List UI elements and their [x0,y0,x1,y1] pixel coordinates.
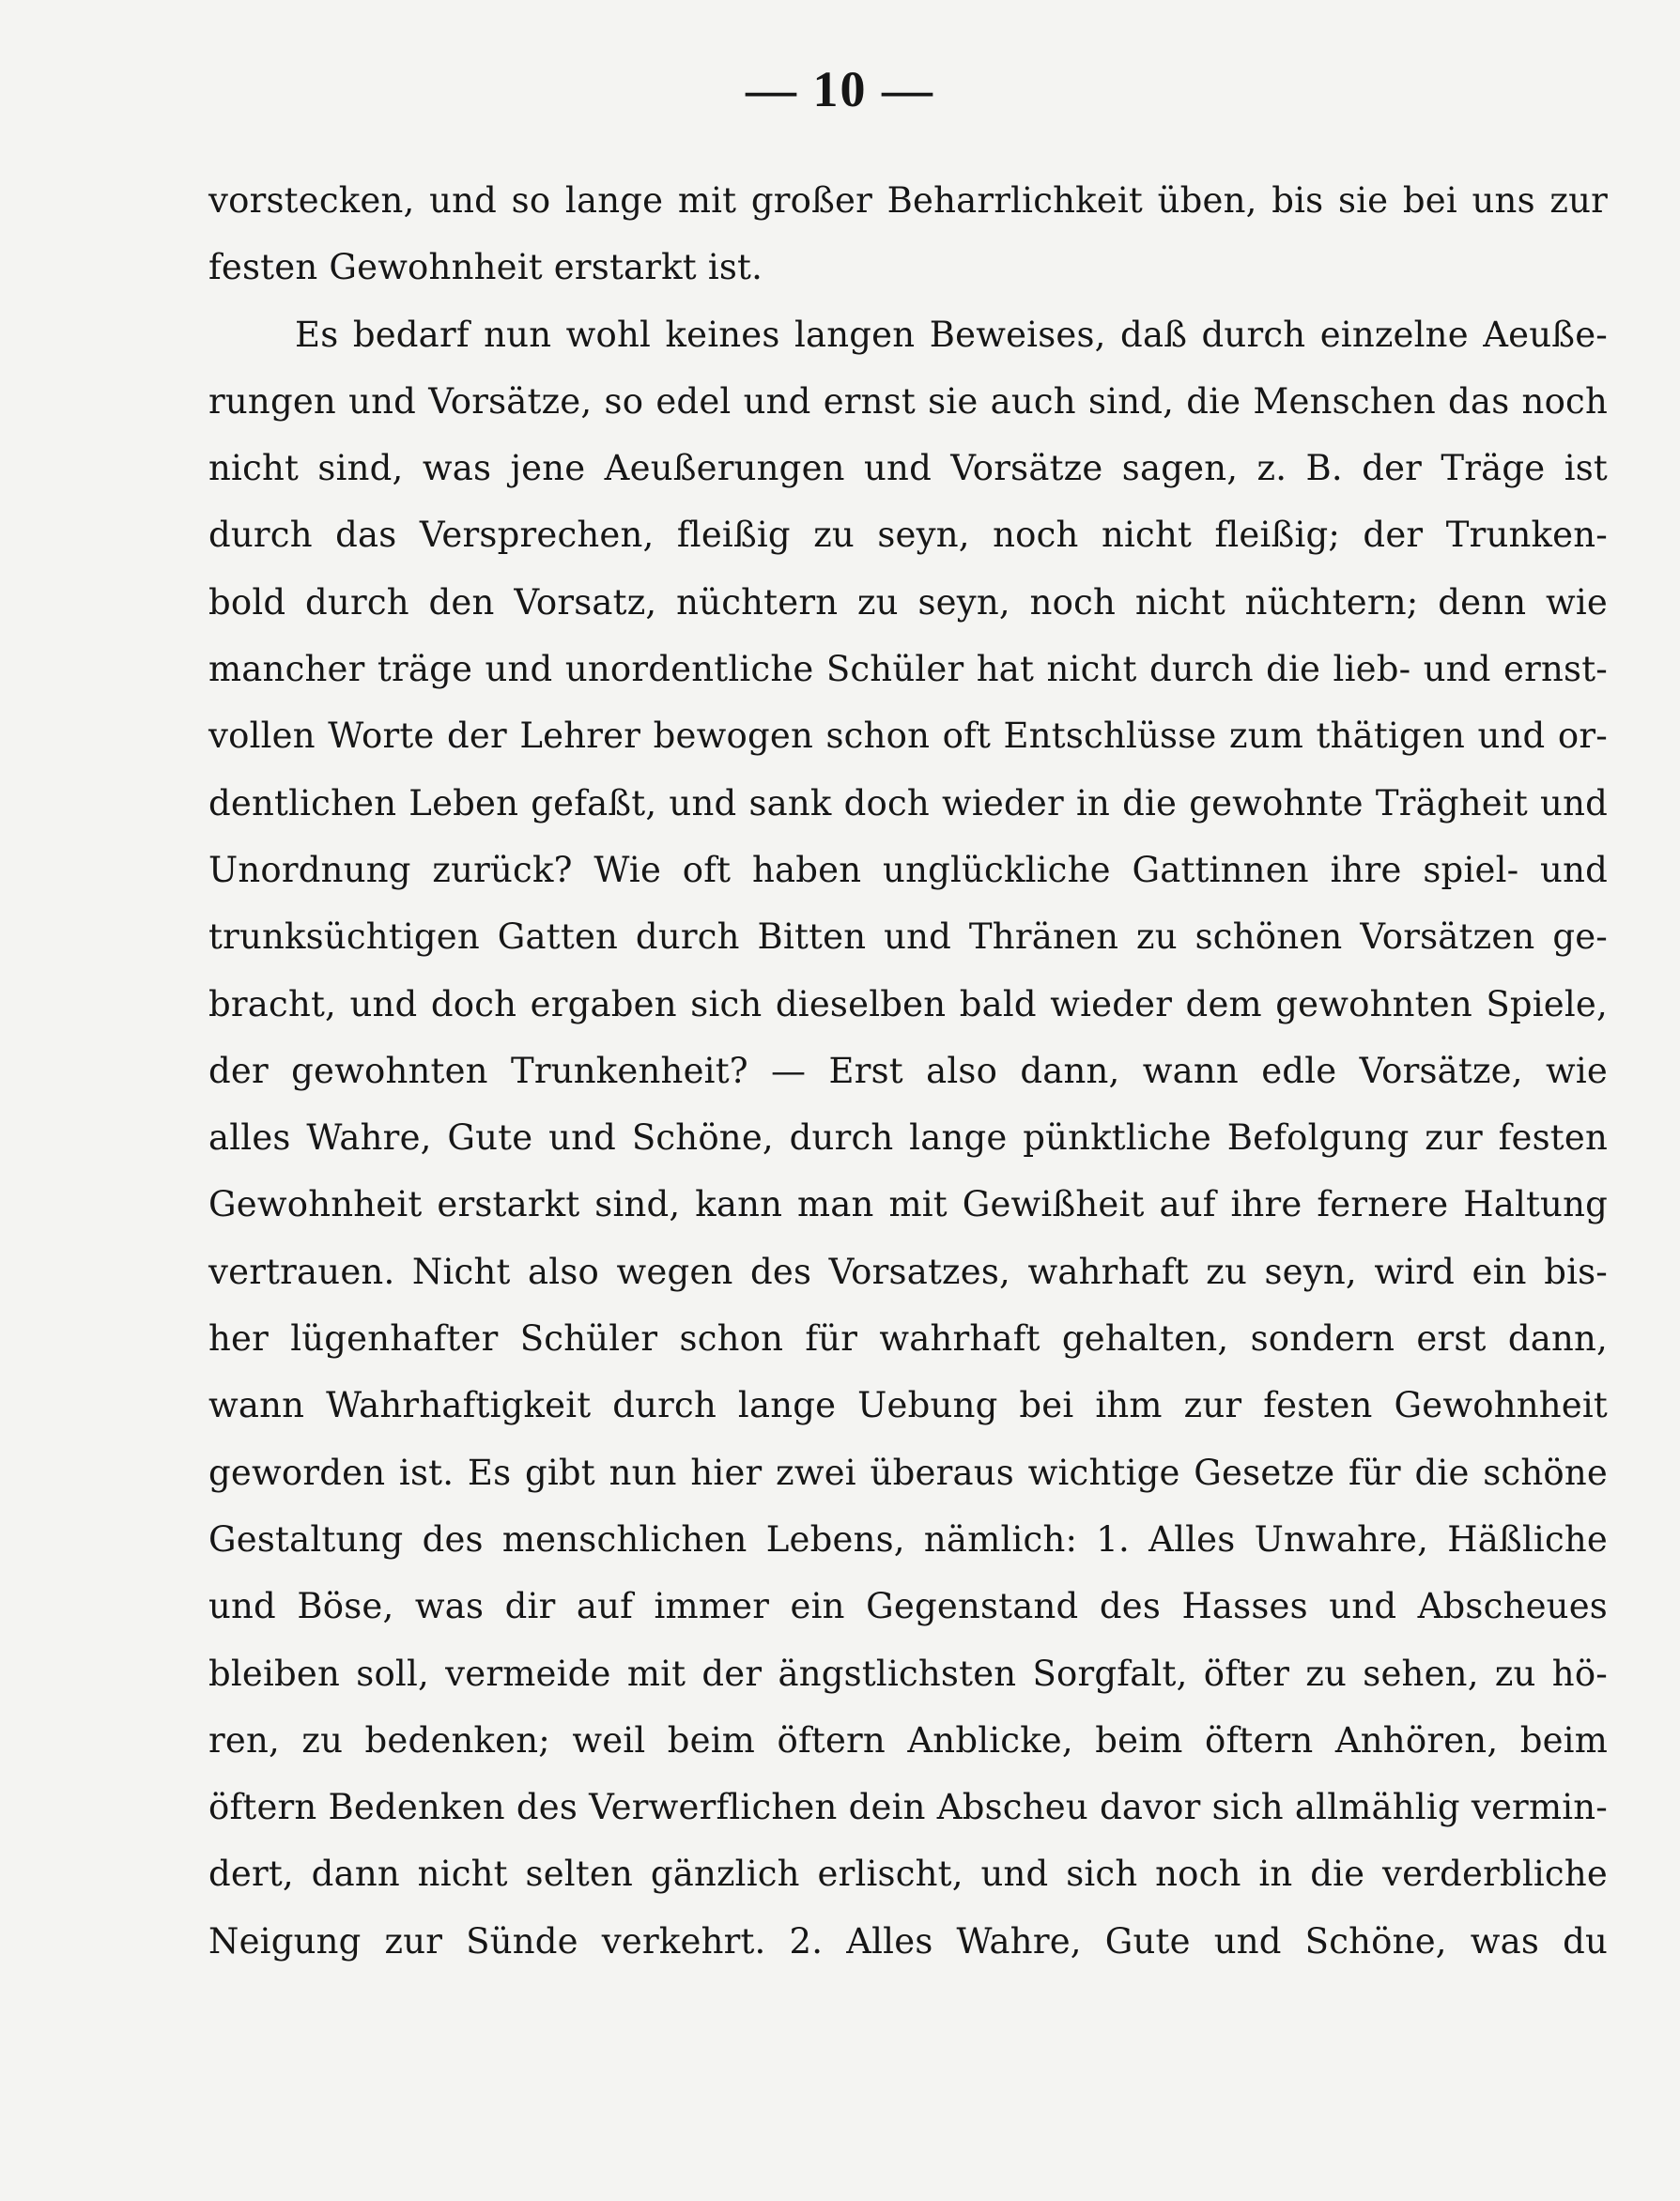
text-line: und Böse, was dir auf immer ein Gegenstand des Hasses und Abscheues [208,1586,1608,1627]
text-line: her lügenhafter Schüler schon für wahrhaft gehalten, sondern erst dann, [208,1318,1608,1360]
text-line: mancher träge und unordentliche Schüler hat nicht durch die lieb- und ernst- [208,649,1608,690]
text-line: rungen und Vorsätze, so edel und ernst sie auch sind, die Menschen das noch [208,380,1608,422]
text-line: Unordnung zurück? Wie oft haben unglückliche Gattinnen ihre spiel- und [208,849,1608,890]
text-line: geworden ist. Es gibt nun hier zwei überaus wichtige Gesetze für die schöne [208,1452,1608,1493]
text-line: festen Gewohnheit erstarkt ist. [208,247,763,288]
text-line: Neigung zur Sünde verkehrt. 2. Alles Wahre, Gute und Schöne, was du [208,1920,1608,1962]
text-line: öftern Bedenken des Verwerflichen dein Abscheu davor sich allmählig vermin- [208,1787,1608,1828]
text-line: dert, dann nicht selten gänzlich erlischt, und sich noch in die verderbliche [208,1854,1608,1895]
text-line: vertrauen. Nicht also wegen des Vorsatzes, wahrhaft zu seyn, wird ein bis- [208,1251,1608,1292]
text-line: durch das Versprechen, fleißig zu seyn, noch nicht fleißig; der Trunken- [208,515,1608,556]
text-line: bold durch den Vorsatz, nüchtern zu seyn, noch nicht nüchtern; denn wie [208,581,1608,623]
page-number: — 10 — [746,61,934,117]
text-line: ren, zu bedenken; weil beim öftern Anblicke, beim öftern Anhören, beim [208,1719,1608,1761]
text-line: nicht sind, was jene Aeußerungen und Vorsätze sagen, z. B. der Träge ist [208,448,1608,489]
text-line: der gewohnten Trunkenheit? — Erst also dann, wann edle Vorsätze, wie [208,1050,1608,1091]
text-line: wann Wahrhaftigkeit durch lange Uebung bei ihm zur festen Gewohnheit [208,1385,1608,1426]
text-line: Gewohnheit erstarkt sind, kann man mit Gewißheit auf ihre fernere Haltung [208,1184,1608,1225]
text-line: dentlichen Leben gefaßt, und sank doch wieder in die gewohnte Trägheit und [208,782,1608,823]
text-line: alles Wahre, Gute und Schöne, durch lange pünktliche Befolgung zur festen [208,1117,1608,1159]
text-line: trunksüchtigen Gatten durch Bitten und Thränen zu schönen Vorsätzen ge- [208,916,1608,958]
text-line: bracht, und doch ergaben sich dieselben bald wieder dem gewohnten Spiele, [208,983,1608,1024]
text-line: bleiben soll, vermeide mit der ängstlichsten Sorgfalt, öfter zu sehen, zu hö- [208,1653,1608,1694]
text-line: vollen Worte der Lehrer bewogen schon oft Entschlüsse zum thätigen und or- [208,716,1608,757]
text-line: vorstecken, und so lange mit großer Beharrlichkeit üben, bis sie bei uns zur [208,180,1608,221]
text-line: Gestaltung des menschlichen Lebens, nämlich: 1. Alles Unwahre, Häßliche [208,1518,1608,1560]
text-line: Es bedarf nun wohl keines langen Beweises, daß durch einzelne Aeuße- [295,314,1608,355]
body-text [208,167,1608,1975]
